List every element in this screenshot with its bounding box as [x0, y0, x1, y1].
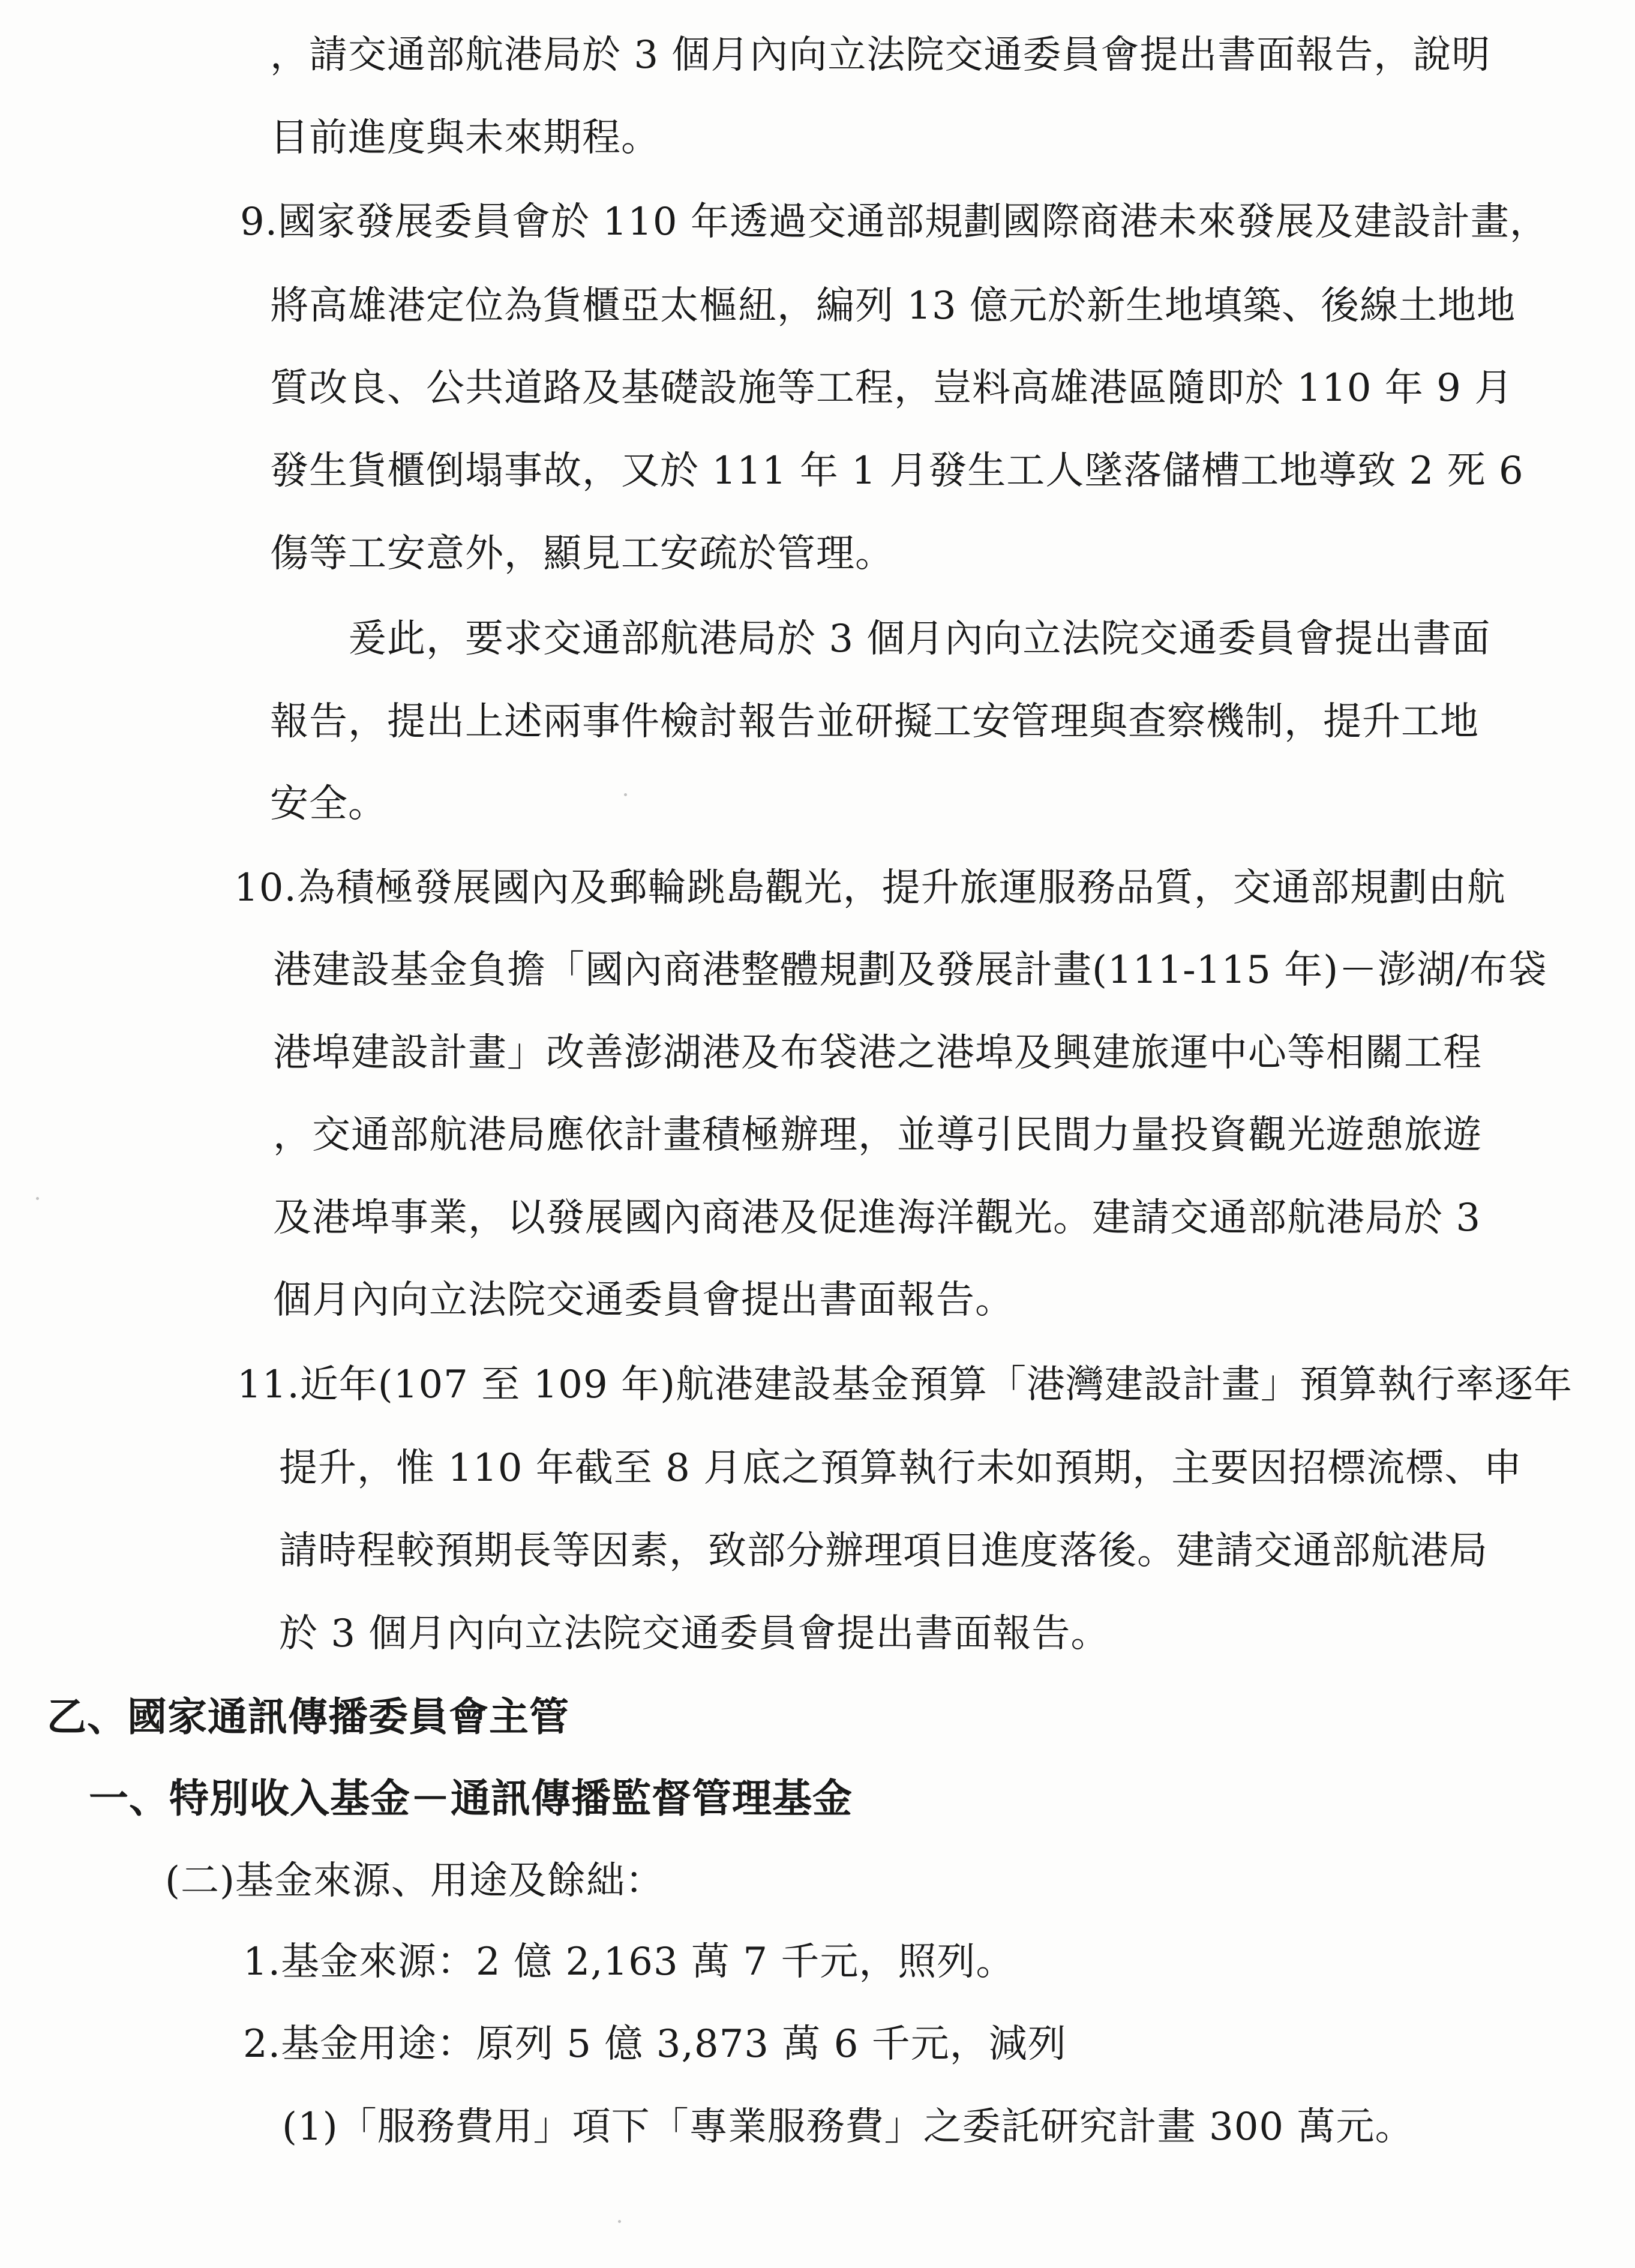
list-item: 1.基金來源：2 億 2,163 萬 7 千元，照列。: [243, 1940, 1015, 1984]
text-line: 港埠建設計畫」改善澎湖港及布袋港之港埠及興建旅運中心等相關工程: [273, 1031, 1482, 1075]
text-line: 提升，惟 110 年截至 8 月底之預算執行未如預期，主要因招標流標、申: [279, 1446, 1523, 1490]
section-heading: 乙、國家通訊傳播委員會主管: [47, 1694, 569, 1740]
text-line: 目前進度與未來期程。: [270, 116, 660, 160]
scan-speck: [624, 793, 627, 796]
text-line: 發生貨櫃倒塌事故，又於 111 年 1 月發生工人墜落儲槽工地導致 2 死 6: [270, 449, 1524, 493]
text-line: 港建設基金負擔「國內商港整體規劃及發展計畫(111-115 年)－澎湖/布袋: [273, 948, 1547, 992]
scan-speck: [618, 2220, 621, 2223]
text-line: ，請交通部航港局於 3 個月內向立法院交通委員會提出書面報告，說明: [270, 33, 1491, 77]
text-line: 於 3 個月內向立法院交通委員會提出書面報告。: [279, 1612, 1110, 1656]
text-line: ，交通部航港局應依計畫積極辦理，並導引民間力量投資觀光遊憩旅遊: [273, 1113, 1482, 1157]
paragraph-first-line: 爰此，要求交通部航港局於 3 個月內向立法院交通委員會提出書面: [348, 617, 1491, 661]
item-10-first-line: 10.為積極發展國內及郵輪跳島觀光，提升旅運服務品質，交通部規劃由航: [234, 866, 1506, 910]
text-line: 及港埠事業，以發展國內商港及促進海洋觀光。建請交通部航港局於 3: [273, 1196, 1481, 1240]
list-item: (1)「服務費用」項下「專業服務費」之委託研究計畫 300 萬元。: [282, 2105, 1414, 2149]
text-line: 將高雄港定位為貨櫃亞太樞紐，編列 13 億元於新生地填築、後線土地地: [270, 284, 1516, 328]
text-line: 傷等工安意外，顯見工安疏於管理。: [270, 532, 894, 576]
subsection-heading: 一、特別收入基金－通訊傳播監督管理基金: [89, 1775, 853, 1822]
subitem-heading: (二)基金來源、用途及餘絀：: [165, 1859, 664, 1903]
text-line: 安全。: [270, 782, 387, 826]
text-line: 個月內向立法院交通委員會提出書面報告。: [273, 1278, 1014, 1322]
text-line: 請時程較預期長等因素，致部分辦理項目進度落後。建請交通部航港局: [279, 1529, 1488, 1573]
scan-speck: [36, 1197, 39, 1200]
text-line: 質改良、公共道路及基礎設施等工程，豈料高雄港區隨即於 110 年 9 月: [270, 366, 1514, 410]
list-item: 2.基金用途：原列 5 億 3,873 萬 6 千元，減列: [243, 2022, 1067, 2066]
item-9-first-line: 9.國家發展委員會於 110 年透過交通部規劃國際商港未來發展及建設計畫，: [240, 200, 1549, 244]
item-11-first-line: 11.近年(107 至 109 年)航港建設基金預算「港灣建設計畫」預算執行率逐年: [237, 1363, 1573, 1407]
text-line: 報告，提出上述兩事件檢討報告並研擬工安管理與查察機制，提升工地: [270, 700, 1479, 744]
